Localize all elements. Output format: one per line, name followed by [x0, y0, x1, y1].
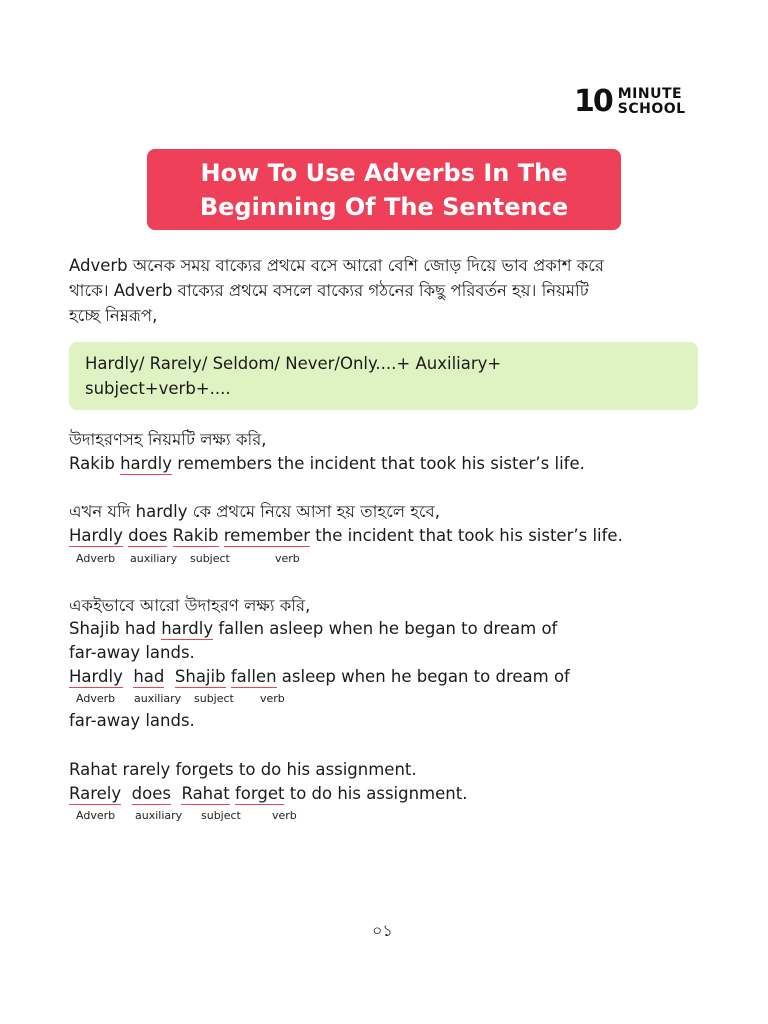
- ex3-word-subject: Shajib: [174, 667, 226, 686]
- ex3-sentence: [69, 617, 557, 641]
- ex3-adverb: hardly: [161, 619, 214, 638]
- ex3-rest: asleep when he began to dream of: [276, 667, 570, 686]
- intro-line1: Adverb অনেক সময় বাক্যের প্রথমে বসে আরো বেশি জোড় দিয়ে ভাব প্রকাশ করে: [69, 256, 604, 275]
- title-line2: Beginning Of The Sentence: [199, 192, 569, 221]
- logo-number: 10: [574, 84, 612, 119]
- ex1-post: remembers the incident that took his sister’s life.: [171, 454, 585, 473]
- ex3-post: fallen asleep when he began to dream of: [213, 619, 558, 638]
- ex4-word-verb: forget: [234, 784, 285, 803]
- page-number: ০১: [372, 921, 393, 940]
- ex2-tag-verb: verb: [275, 552, 300, 565]
- logo-wordmark: [618, 87, 686, 117]
- ex4-rest: to do his assignment.: [284, 784, 468, 803]
- ex1-adverb: hardly: [120, 454, 172, 473]
- ex3-inverted-line2: far-away lands.: [69, 711, 195, 730]
- intro-line3: হচ্ছে নিম্নরূপ,: [69, 306, 158, 325]
- ex2-word-auxiliary: does: [128, 526, 168, 545]
- ex2-rest: the incident that took his sister’s life.: [310, 526, 623, 545]
- ex2-word-subject: Rakib: [172, 526, 219, 545]
- title-line1: How To Use Adverbs In The: [200, 158, 568, 187]
- ex4-tag-verb: verb: [272, 809, 297, 822]
- rule-line2: subject+verb+....: [85, 379, 231, 398]
- ex4-tag-auxiliary: auxiliary: [135, 809, 183, 822]
- ex4-inverted: [69, 782, 467, 806]
- ex2-tag-auxiliary: auxiliary: [130, 552, 178, 565]
- rule-box: [69, 342, 698, 410]
- ex3-word-auxiliary: had: [133, 667, 165, 686]
- ex4-tag-subject: subject: [201, 809, 241, 822]
- title-banner: [147, 149, 621, 230]
- ex4-tag-adverb: Adverb: [76, 809, 116, 822]
- ex3-tag-verb: verb: [260, 692, 285, 705]
- ex2-tag-subject: subject: [190, 552, 230, 565]
- ex2-word-adverb: Hardly: [69, 526, 123, 545]
- ex3-inverted: [69, 665, 570, 689]
- ex4-word-adverb: Rarely: [69, 784, 122, 803]
- ex1-sentence: [69, 452, 585, 476]
- logo-line2: SCHOOL: [617, 101, 686, 117]
- ex2-word-verb: remember: [223, 526, 311, 545]
- ex3-tag-auxiliary: auxiliary: [134, 692, 182, 705]
- ex3-heading: একইভাবে আরো উদাহরণ লক্ষ্য করি,: [69, 596, 311, 615]
- ex3-word-verb: fallen: [230, 667, 277, 686]
- ex1-heading: উদাহরণসহ নিয়মটি লক্ষ্য করি,: [69, 430, 267, 449]
- ex4-sentence: Rahat rarely forgets to do his assignment.: [69, 760, 417, 779]
- ex2-sentence: [69, 524, 623, 548]
- ex3-tag-adverb: Adverb: [76, 692, 116, 705]
- intro-line2: থাকে। Adverb বাক্যের প্রথমে বসলে বাক্যের গঠনের কিছু পরিবর্তন হয়। নিয়মটি: [69, 281, 589, 300]
- ex3-sentence-line2: far-away lands.: [69, 643, 195, 662]
- ex2-heading: এখন যদি hardly কে প্রথমে নিয়ে আসা হয় তাহলে হবে,: [69, 502, 440, 521]
- ex2-tag-adverb: Adverb: [76, 552, 116, 565]
- rule-line1: Hardly/ Rarely/ Seldom/ Never/Only....+ Auxiliary+: [85, 354, 502, 373]
- ex3-word-adverb: Hardly: [69, 667, 123, 686]
- logo-line1: MINUTE: [617, 86, 683, 102]
- ex4-word-subject: Rahat: [181, 784, 230, 803]
- ex3-tag-subject: subject: [194, 692, 234, 705]
- ex4-word-auxiliary: does: [131, 784, 171, 803]
- ex3-pre: Shajib had: [69, 619, 162, 638]
- logo: [574, 86, 686, 118]
- intro-paragraph: [69, 253, 709, 328]
- ex1-pre: Rakib: [69, 454, 121, 473]
